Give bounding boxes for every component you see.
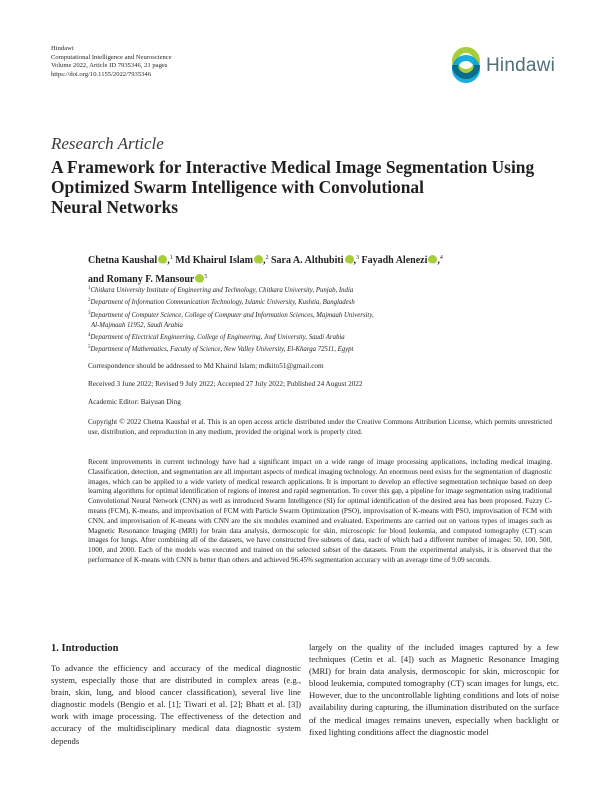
publication-dates: Received 3 June 2022; Revised 9 July 2022; Accepted 27 July 2022; Published 24 August 2022 xyxy=(88,380,363,388)
affiliation-text: Chitkara University Institute of Engineering and Technology, Chitkara University, Punjab, India xyxy=(90,287,354,294)
author-affil-sup: 2 xyxy=(265,255,269,261)
intro-right-column: largely on the quality of the included images captured by a few techniques (Cetin et al. [4]) such as Magnetic Resonance Imaging (MRI) for brain data analysis, dermoscopic for skin, microscopic for blood leukemia, computed tomography (CT) scan images for lungs, etc. However, due to the uncontrollable lighting conditions and lots of noise availability during capturing, the illumination distributed on the surface of the medical images remains uneven, especially when backlight or fixed lighting conditions affect the diagnostic model xyxy=(309,642,559,737)
affiliation-sup: 2 xyxy=(88,298,91,304)
affiliation-sup: 3 xyxy=(88,310,91,316)
affiliation-sup: 4 xyxy=(88,333,91,339)
author-name[interactable]: Romany F. Mansour xyxy=(106,274,195,285)
author-affil-sup: 5 xyxy=(204,274,208,280)
logo-text: Hindawi xyxy=(486,55,555,76)
journal-meta xyxy=(51,45,172,79)
affiliation-text: Department of Mathematics, Faculty of Science, New Valley University, El-Kharga 72511, Egypt xyxy=(90,346,354,354)
intro-left-column: To advance the efficiency and accuracy of the medical diagnostic system, especially those that are distributed in complex areas (e.g., brain, skin, lung, and blood cancer classification), several live line diagnostic models (Bengio et al. [1]; Tiwari et al. [2]; Bhatt et al. [3]) work with image processing. The effectiveness of the detection and accuracy of the multidisciplinary medical data diagnostic system depends xyxy=(51,663,301,746)
author-affil-sup: 3 xyxy=(356,255,360,261)
affiliation-continuation: Al-Majmaah 11952, Saudi Arabia xyxy=(91,321,183,329)
title-line: Neural Networks xyxy=(51,197,179,217)
author-list: Chetna KaushaliD ,$^1$ Md Khairul IslamiD ,$^2$ Sara A. AlthubitiiD ,$^3$ Fayadh AleneziiD ,$^4$ and Romany F. MansouriD $^5$ xyxy=(88,250,558,288)
author-affil-sup: 4 xyxy=(439,255,443,261)
affiliation-text: Department of Information Communication Technology, Islamic University, Kushtia, Bangladesh xyxy=(90,299,355,307)
publisher-name: Hindawi xyxy=(51,45,74,52)
section-heading: 1. Introduction xyxy=(51,643,119,654)
author-name[interactable]: Fayadh Alenezi xyxy=(361,255,428,266)
orcid-icon[interactable] xyxy=(158,255,167,264)
article-title xyxy=(51,157,571,217)
article-type: Research Article xyxy=(51,134,164,153)
affiliation xyxy=(88,284,558,296)
affiliation xyxy=(88,296,558,308)
journal-name: Computational Intelligence and Neuroscience xyxy=(51,53,172,61)
correspondence: Correspondence should be addressed to Md Khairul Islam; mdkito51@gmail.com xyxy=(88,362,324,370)
doi-link[interactable]: https://doi.org/10.1155/2022/7935346 xyxy=(51,70,152,78)
author-affil-sup: 1 xyxy=(169,255,173,261)
affiliation-sup: 5 xyxy=(88,345,91,351)
affiliation xyxy=(88,309,558,321)
affiliation-text: Department of Electrical Engineering, College of Engineering, Jouf University, Saudi Arabia xyxy=(90,334,345,342)
author-name[interactable]: Md Khairul Islam xyxy=(175,255,253,266)
hindawi-logo-icon xyxy=(446,45,486,85)
orcid-icon[interactable] xyxy=(254,255,263,264)
title-line: A Framework for Interactive Medical Image Segmentation Using xyxy=(51,157,535,177)
author-name[interactable]: Chetna Kaushal xyxy=(88,255,158,266)
copyright-notice: Copyright © 2022 Chetna Kaushal et al. This is an open access article distributed under the Creative Commons Attribution License, which permits unrestricted use, distribution, and reproduction in any medium, provided the original work is properly cited. xyxy=(88,418,552,436)
affiliation-sup: 1 xyxy=(88,286,91,291)
affiliation xyxy=(88,331,558,343)
author-name[interactable]: Sara A. Althubiti xyxy=(270,255,344,266)
affiliations xyxy=(88,284,558,356)
orcid-icon[interactable] xyxy=(428,255,437,264)
hindawi-logo xyxy=(446,43,558,89)
affiliation-text: Department of Computer Science, College of Computer and Information Sciences, Majmaah University, xyxy=(90,311,374,319)
affiliation xyxy=(88,343,558,355)
academic-editor: Academic Editor: Baiyuan Ding xyxy=(88,398,181,406)
abstract: Recent improvements in current technology have had a significant impact on a wide range of image processing applications, including medical imaging. Classification, detection, and segmentation are all important aspects of medical imaging technology. An enormous need exists for the segmentation of diagnostic images, which can be applied to a wide variety of medical research applications. It is important to develop an effective segmentation technique based on deep learning algorithms for optimal identification of regions of interest and rapid segmentation. To cover this gap, a pipeline for image segmentation using traditional Convolutional Neural Network (CNN) as well as introduced Swarm Intelligence (SI) for optimal identification of the desired area has been proposed. Fuzzy C-means (FCM), K-means, and improvisation of FCM with Particle Swarm Optimization (PSO), improvisation of K-means with PSO, improvisation of FCM with CNN, and improvisation of K-means with CNN are the six modules examined and evaluated. Experiments are carried out on various types of images such as Magnetic Resonance Imaging (MRI) for brain data analysis, dermoscopic for skin, microscopic for blood leukemia, and computed tomography (CT) scan images for lungs. After combining all of the datasets, we have constructed five subsets of data, each of which had a different number of images: 50, 100, 500, 1000, and 2000. Each of the models was executed and trained on the selected subset of the datasets. From the experimental analysis, it is observed that the performance of K-means with CNN is better than others and achieved 96.45% segmentation accuracy with an average time of 9.09 seconds. xyxy=(88,458,552,564)
orcid-icon[interactable] xyxy=(195,274,204,283)
volume-line: Volume 2022, Article ID 7935346, 21 pages xyxy=(51,62,168,70)
orcid-icon[interactable] xyxy=(345,255,354,264)
title-line: Optimized Swarm Intelligence with Convolutional xyxy=(51,177,424,197)
